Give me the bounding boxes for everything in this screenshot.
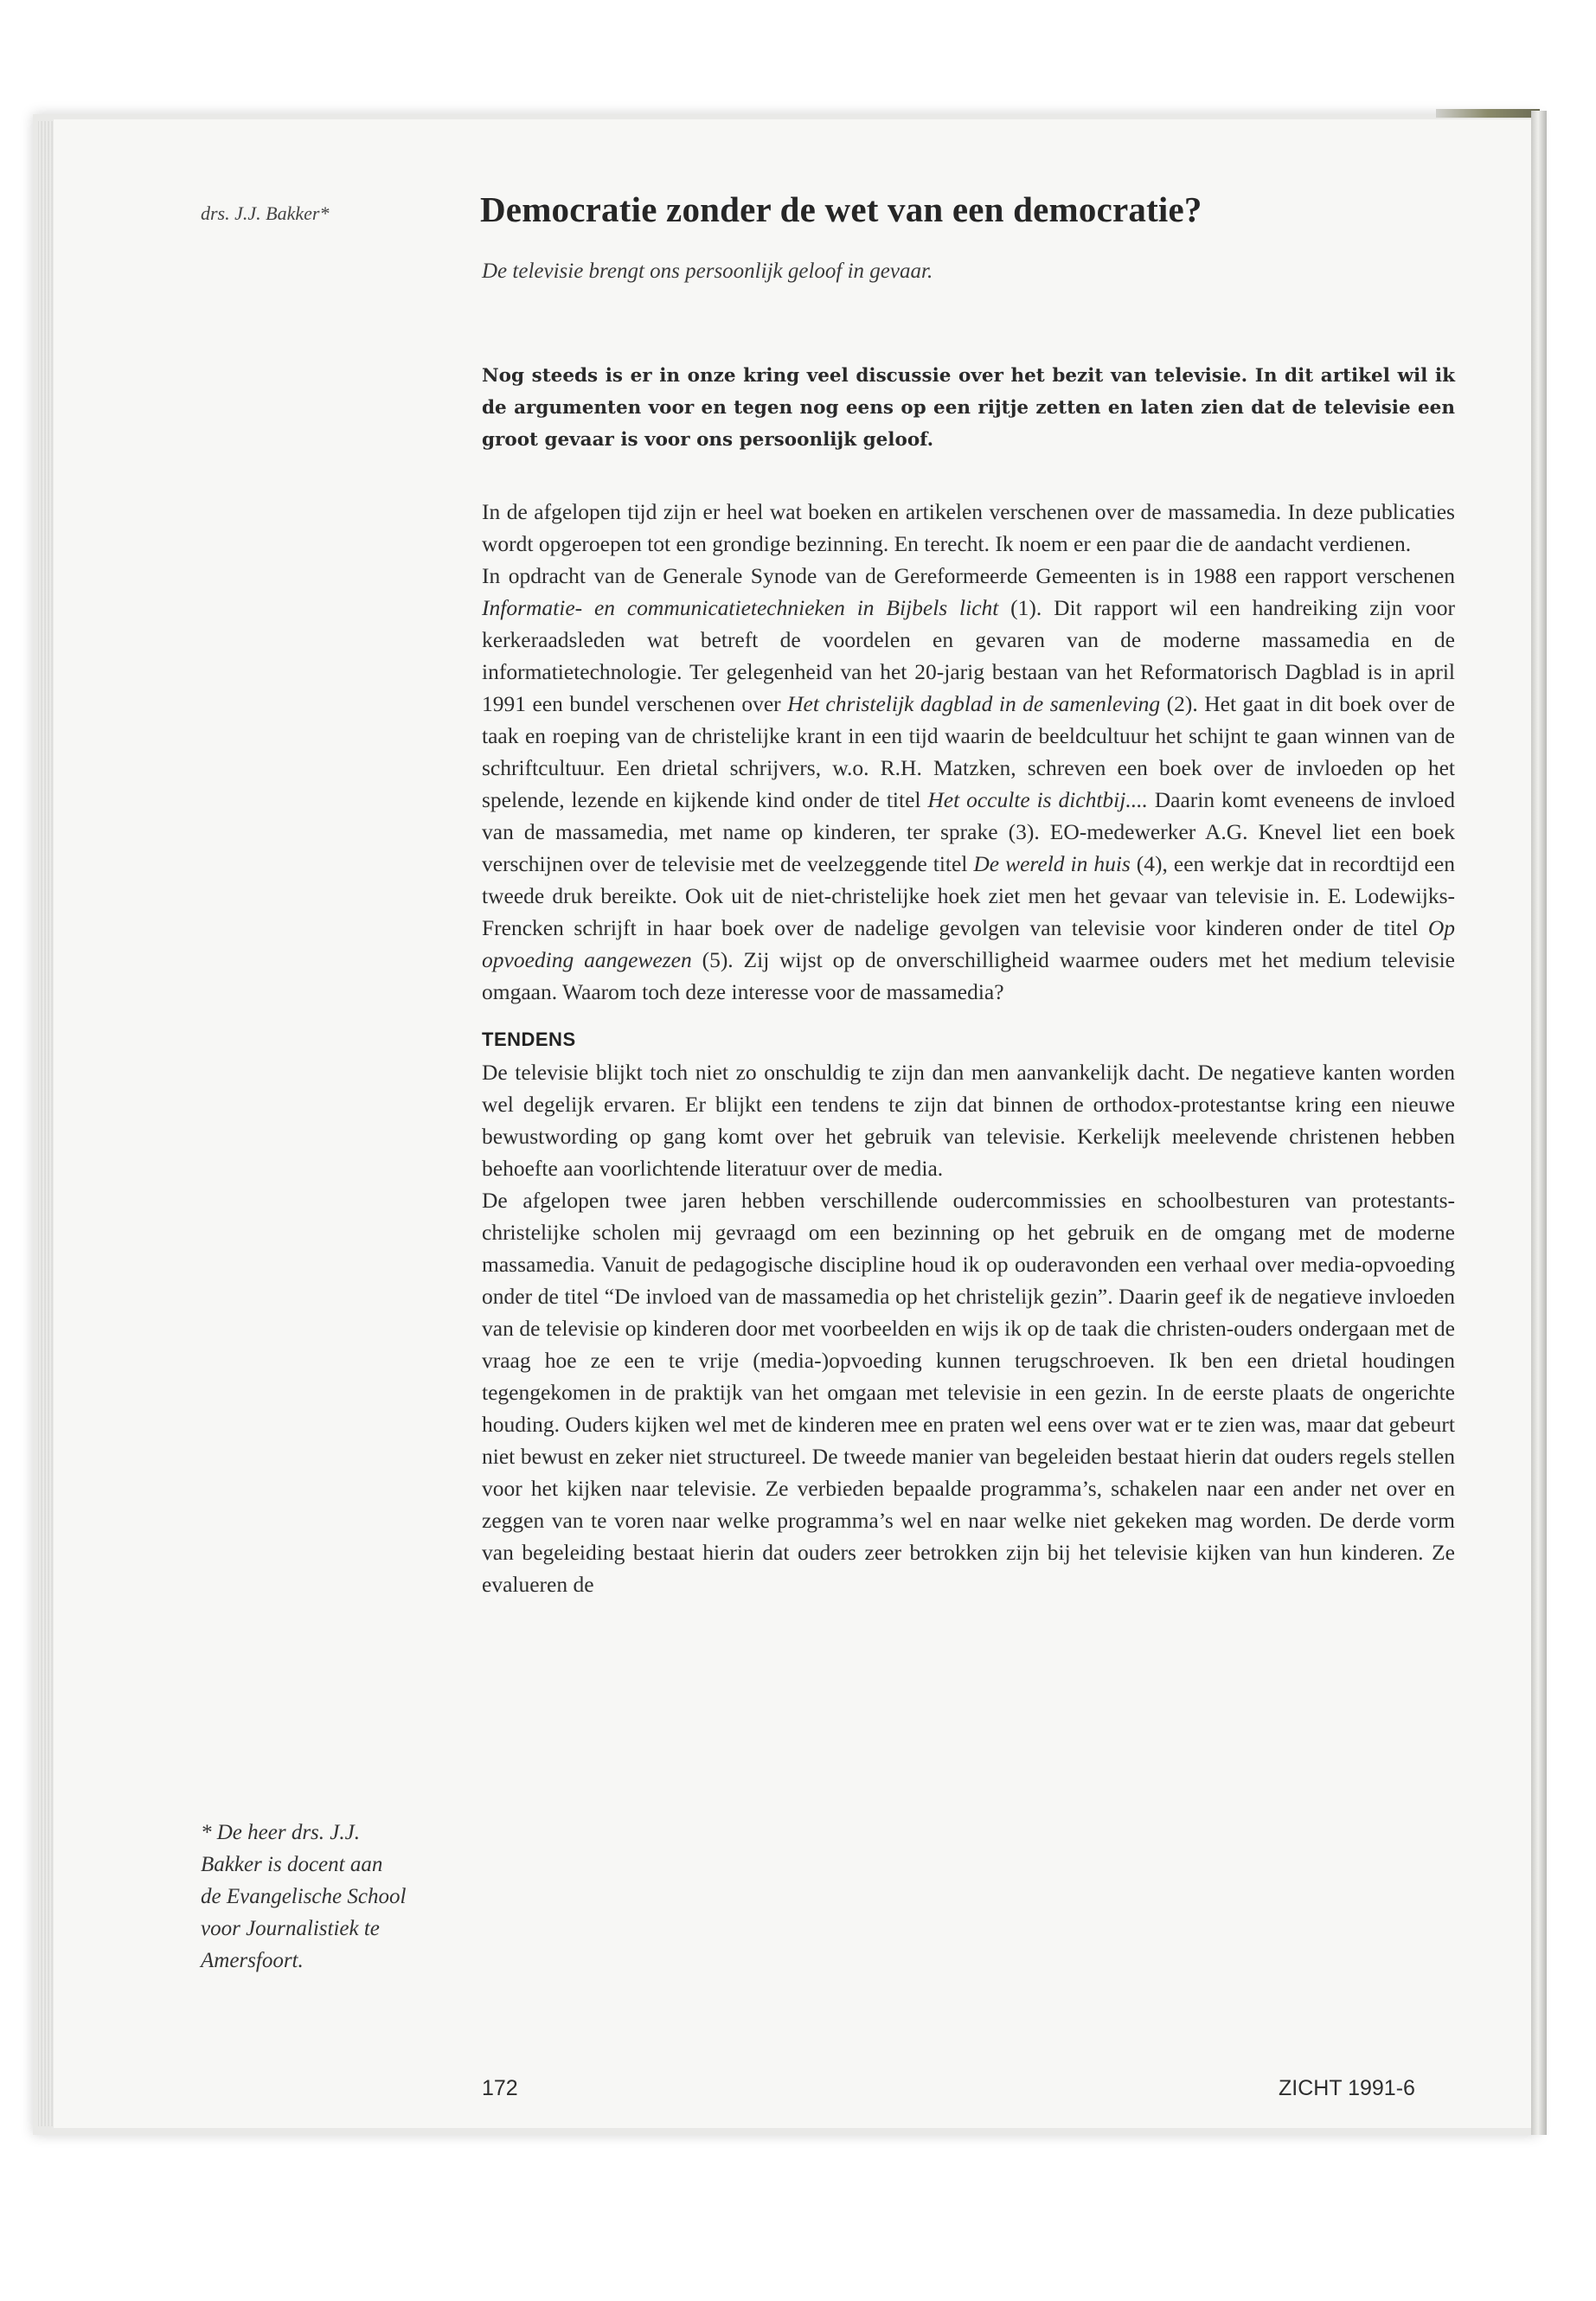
author-byline: drs. J.J. Bakker*: [201, 202, 330, 224]
article-subtitle: De televisie brengt ons persoonlijk geloof in gevaar.: [482, 260, 933, 283]
p2-text-c: (2). Het gaat in dit boek over de taak en roeping van de christelijke krant in een tijd waarin de beeldcultuur het schijnt te gaan winnen van de schriftcultuur. Een drietal schrijvers, w.o. R.H. Matzken, schreven een boek over de invloeden op het spelende, lezende en kijkende kind onder de titel: [482, 691, 1455, 812]
p2-text-d: Daarin komt eveneens de invloed van de massamedia, met name op kinderen, ter sprake (3). EO-medewerker A.G. Knevel liet een boek verschijnen over de televisie met de veelzeggende titel: [482, 787, 1455, 876]
p2-text-e: (4), een werkje dat in recordtijd een tweede druk bereikte. Ook uit de niet-christelijke hoek ziet men het gevaar van televisie in. E. Lodewijks-Frencken schrijft in haar boek over de nadelige gevolgen van televisie voor kinderen onder de titel: [482, 851, 1455, 940]
journal-issue: ZICHT 1991-6: [1279, 2076, 1415, 2100]
p2-title-occulte: Het occulte is dichtbij....: [927, 787, 1148, 812]
section-heading: TENDENS: [482, 1029, 576, 1050]
paragraph-3: De televisie blijkt toch niet zo onschuldig te zijn dan men aanvankelijk dacht. De negatieve kanten worden wel degelijk ervaren. Er blijkt een tendens te zijn dat binnen de orthodox-protestantse kring een nieuwe bewustwording op gang komt over het gebruik van televisie. Kerkelijk meelevende christenen hebben behoefte aan voorlichtende literatuur over de media.: [482, 1060, 1455, 1181]
author-footnote: * De heer drs. J.J. Bakker is docent aan de Evangelische School voor Journalistiek te Amersfoort.: [201, 1821, 407, 1972]
p2-text-b: (1). Dit rapport wil een handreiking zijn voor kerkeraadsleden wat betreft de voordelen en gevaren van de moderne massamedia en de informatietechnologie. Ter gelegenheid van het 20-jarig bestaan van het Reformatorisch Dagblad is in april 1991 een bundel verschenen over: [482, 595, 1456, 716]
p2-title-dagblad: Het christelijk dagblad in de samenleving: [787, 691, 1161, 716]
p2-title-opvoeding: Op opvoeding aangewezen: [482, 915, 1455, 972]
p2-title-wereld: De wereld in huis: [973, 851, 1131, 876]
article-title: Democratie zonder de wet van een democratie?: [480, 189, 1202, 229]
p2-text-f: (5). Zij wijst op de onverschilligheid waarmee ouders met het medium televisie omgaan. Waarom toch deze interesse voor de massamedia?: [482, 947, 1455, 1004]
page-number: 172: [482, 2076, 518, 2100]
paragraph-2: [482, 560, 1455, 1008]
lead-paragraph: Nog steeds is er in onze kring veel discussie over het bezit van televisie. In dit artikel wil ik de argumenten voor en tegen nog eens op een rijtje zetten en laten zien dat de televisie een groot gevaar is voor ons persoonlijk geloof.: [482, 365, 1455, 451]
p2-text-a: In opdracht van de Generale Synode van de Gereformeerde Gemeenten is in 1988 een rapport verschenen: [482, 563, 1455, 588]
paragraph-1: In de afgelopen tijd zijn er heel wat boeken en artikelen verschenen over de massamedia. In deze publicaties wordt opgeroepen tot een grondige bezinning. En terecht. Ik noem er een paar die de aandacht verdienen.: [482, 499, 1455, 556]
paragraph-4: De afgelopen twee jaren hebben verschillende oudercommissies en schoolbesturen van protestants-christelijke scholen mij gevraagd om een bezinning op het gebruik en de omgang met de moderne massamedia. Vanuit de pedagogische discipline houd ik op ouderavonden een verhaal over media-opvoeding onder de titel “De invloed van de massamedia op het christelijk gezin”. Daarin geef ik de negatieve invloeden van de televisie op kinderen door met voorbeelden en wijs ik op de taak die christen-ouders ondergaan met de vraag hoe ze een te vrije (media-)opvoeding kunnen terugschroeven. Ik ben een drietal houdingen tegengekomen in de praktijk van het omgaan met televisie in een gezin. In de eerste plaats de ongerichte houding. Ouders kijken wel met de kinderen mee en praten wel eens over wat er te zien was, maar dat gebeurt niet bewust en zeker niet structureel. De tweede manier van begeleiden bestaat hierin dat ouders regels stellen voor het kijken naar televisie. Ze verbieden bepaalde programma’s, schakelen naar een ander net over en zeggen van te voren naar welke programma’s wel en naar welke niet gekeken mag worden. De derde vorm van begeleiding bestaat hierin dat ouders zeer betrokken zijn bij het televisie kijken van hun kinderen. Ze evalueren de: [482, 1188, 1455, 1597]
p2-title-report: Informatie- en communicatietechnieken in Bijbels licht: [482, 595, 999, 620]
article-body: [482, 496, 1455, 1600]
